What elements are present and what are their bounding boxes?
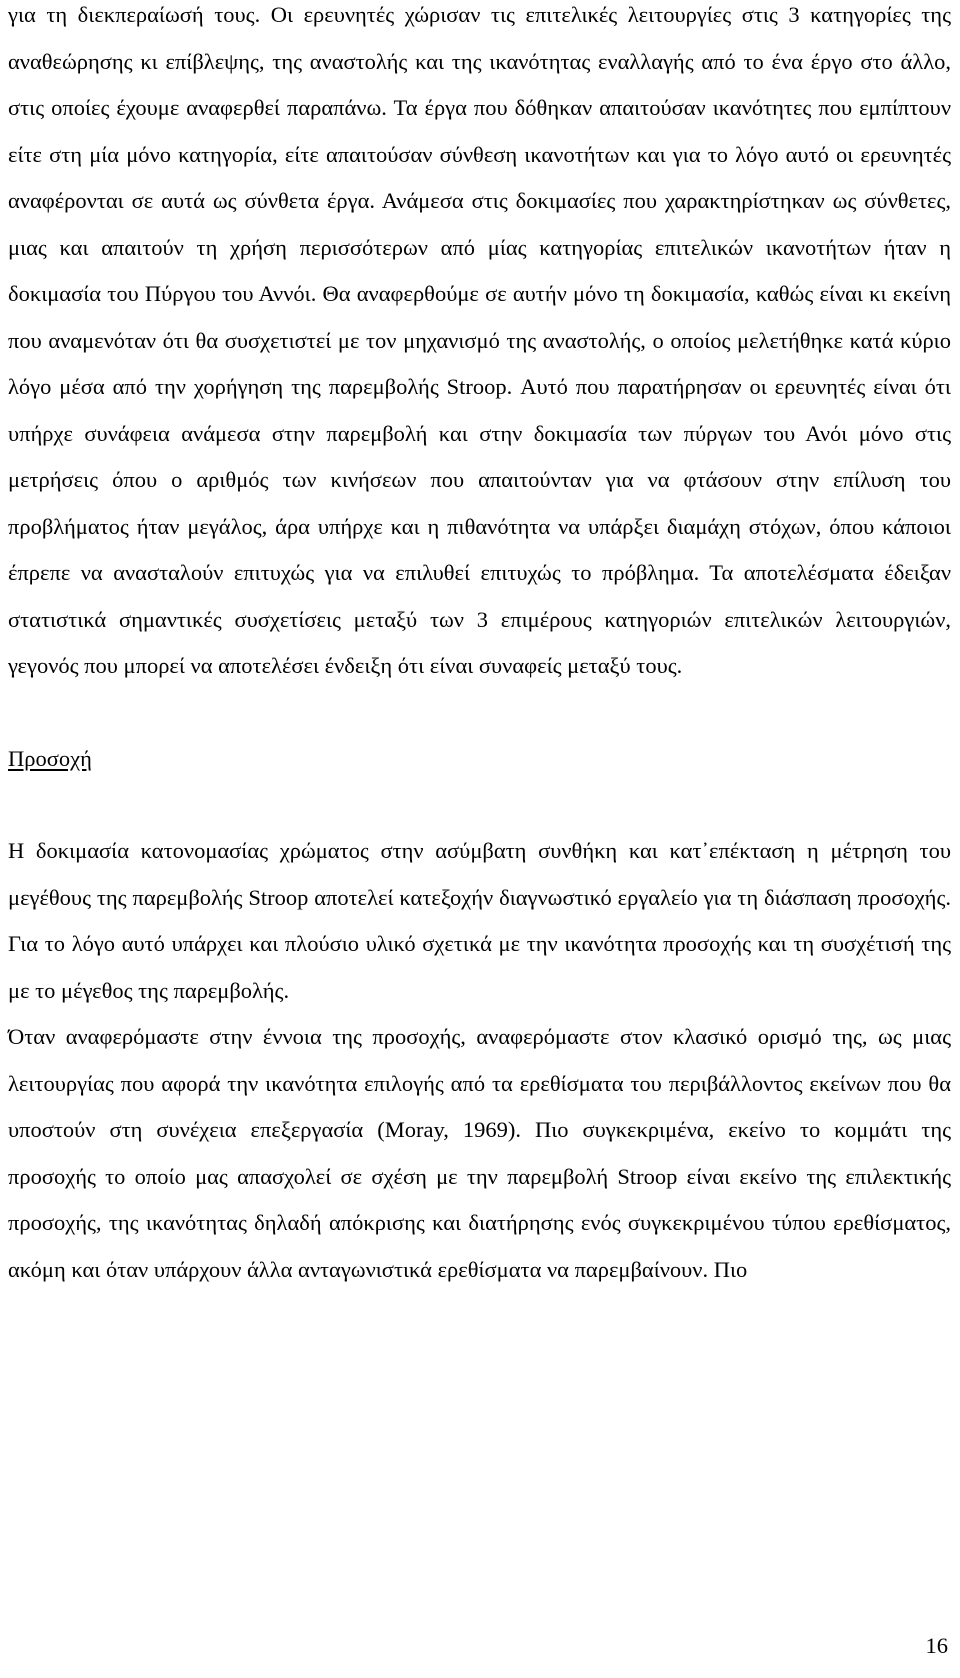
body-paragraph-2: Η δοκιμασία κατονομασίας χρώματος στην ασύμβατη συνθήκη και κατ᾽επέκταση η μέτρηση του μεγέθους της παρεμβολής Stroop αποτελεί κατεξοχήν διαγνωστικό εργαλείο για τη διάσπαση προσοχής. Για το λόγο αυτό υπάρχει και πλούσιο υλικό σχετικά με την ικανότητα προσοχής και τη συσχέτισή της με το μέγεθος της παρεμβολής. [8,838,951,1003]
document-body [8,0,951,1293]
section-heading: Προσοχή [8,745,92,771]
body-paragraph-3: Όταν αναφερόμαστε στην έννοια της προσοχής, αναφερόμαστε στον κλασικό ορισμό της, ως μιας λειτουργίας που αφορά την ικανότητα επιλογής από τα ερεθίσματα του περιβάλλοντος εκείνων που θα υποστούν στη συνέχεια επεξεργασία (Moray, 1969). Πιο συγκεκριμένα, εκείνο το κομμάτι της προσοχής το οποίο μας απασχολεί σε σχέση με την παρεμβολή Stroop είναι εκείνο της επιλεκτικής προσοχής, της ικανότητας δηλαδή απόκρισης και διατήρησης ενός συγκεκριμένου τύπου ερεθίσματος, ακόμη και όταν υπάρχουν άλλα ανταγωνιστικά ερεθίσματα να παρεμβαίνουν. Πιο [8,1024,951,1282]
body-paragraph-1: για τη διεκπεραίωσή τους. Οι ερευνητές χώρισαν τις επιτελικές λειτουργίες στις 3 κατηγορίες της αναθεώρησης κι επίβλεψης, της αναστολής και της ικανότητας εναλλαγής από το ένα έργο στο άλλο, στις οποίες έχουμε αναφερθεί παραπάνω. Τα έργα που δόθηκαν απαιτούσαν ικανότητες που εμπίπτουν είτε στη μία μόνο κατηγορία, είτε απαιτούσαν σύνθεση ικανοτήτων και για το λόγο αυτό οι ερευνητές αναφέρονται σε αυτά ως σύνθετα έργα. Ανάμεσα στις δοκιμασίες που χαρακτηρίστηκαν ως σύνθετες, μιας και απαιτούν τη χρήση περισσότερων από μίας κατηγορίας επιτελικών ικανοτήτων ήταν η δοκιμασία του Πύργου του Αννόι. Θα αναφερθούμε σε αυτήν μόνο τη δοκιμασία, καθώς είναι κι εκείνη που αναμενόταν ότι θα συσχετιστεί με τον μηχανισμό της αναστολής, ο οποίος μελετήθηκε κατά κύριο λόγο μέσα από την χορήγηση της παρεμβολής Stroop. Αυτό που παρατήρησαν οι ερευνητές είναι ότι υπήρχε συνάφεια ανάμεσα στην παρεμβολή και στην δοκιμασία των πύργων του Ανόι μόνο στις μετρήσεις όπου ο αριθμός των κινήσεων που απαιτούνταν για να φτάσουν στην επίλυση του προβλήματος ήταν μεγάλος, άρα υπήρχε και η πιθανότητα να υπάρξει διαμάχη στόχων, όπου κάποιοι έπρεπε να ανασταλούν επιτυχώς για να επιλυθεί επιτυχώς το πρόβλημα. Τα αποτελέσματα έδειξαν στατιστικά σημαντικές συσχετίσεις μεταξύ των 3 επιμέρους κατηγοριών επιτελικών λειτουργιών, γεγονός που μπορεί να αποτελέσει ένδειξη ότι είναι συναφείς μεταξύ τους. [8,2,951,678]
spacer [8,782,951,828]
page-number: 16 [925,1633,948,1658]
spacer [8,690,951,736]
